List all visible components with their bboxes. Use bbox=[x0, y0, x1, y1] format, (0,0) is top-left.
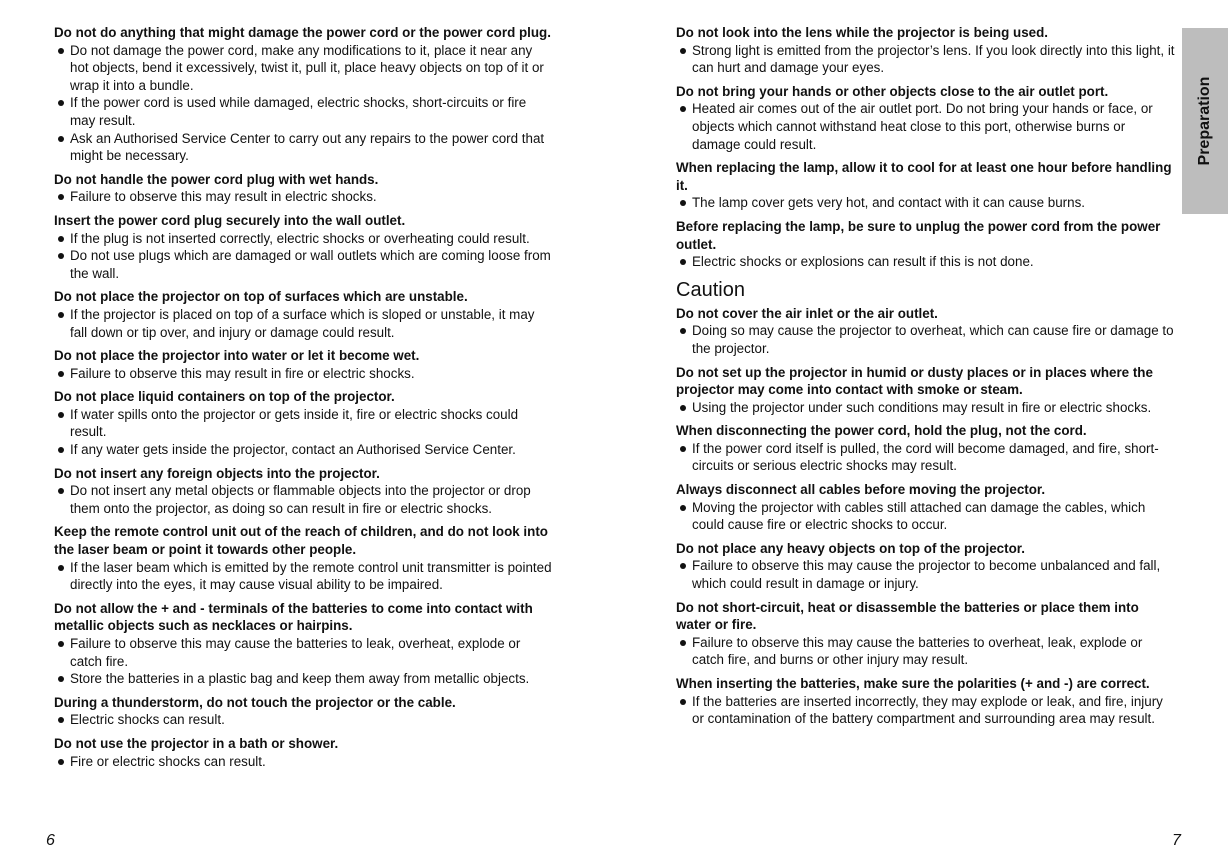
bullet-item: If the projector is placed on top of a surface which is sloped or unstable, it may fall down or tip over, and injury or damage could result. bbox=[54, 306, 554, 341]
bullet-item: Failure to observe this may cause the batteries to leak, overheat, explode or catch fire. bbox=[54, 635, 554, 670]
bullet-list bbox=[676, 499, 1176, 534]
section-heading: Do not place liquid containers on top of the projector. bbox=[54, 389, 395, 405]
safety-section bbox=[676, 675, 1176, 728]
bullet-item: If water spills onto the projector or gets inside it, fire or electric shocks could result. bbox=[54, 406, 554, 441]
left-page-column bbox=[54, 24, 554, 776]
bullet-list bbox=[676, 399, 1176, 417]
bullet-list bbox=[676, 253, 1176, 271]
bullet-list bbox=[676, 440, 1176, 475]
bullet-list bbox=[54, 306, 554, 341]
section-heading: Do not cover the air inlet or the air outlet. bbox=[676, 305, 938, 321]
section-heading: Always disconnect all cables before moving the projector. bbox=[676, 482, 1046, 498]
section-heading: Do not place the projector into water or let it become wet. bbox=[54, 348, 420, 364]
section-heading: Do not insert any foreign objects into the projector. bbox=[54, 465, 380, 481]
bullet-item: Failure to observe this may result in electric shocks. bbox=[54, 188, 554, 206]
bullet-item: If the plug is not inserted correctly, electric shocks or overheating could result. bbox=[54, 230, 554, 248]
section-heading: Do not look into the lens while the projector is being used. bbox=[676, 25, 1048, 40]
safety-section bbox=[676, 159, 1176, 212]
bullet-item: If the power cord itself is pulled, the cord will become damaged, and fire, short-circuits or serious electric shocks may result. bbox=[676, 440, 1176, 475]
section-heading: Insert the power cord plug securely into the wall outlet. bbox=[54, 212, 406, 228]
bullet-list bbox=[54, 635, 554, 688]
bullet-list bbox=[54, 230, 554, 283]
caution-list bbox=[676, 305, 1176, 728]
safety-section bbox=[54, 735, 554, 770]
safety-section bbox=[54, 347, 554, 382]
bullet-list bbox=[54, 406, 554, 459]
bullet-item: Do not damage the power cord, make any modifications to it, place it near any hot objects, bend it excessively, twist it, pull it, place heavy objects on top of it or wrap it into a bundle. bbox=[54, 42, 554, 95]
bullet-list bbox=[676, 634, 1176, 669]
bullet-list bbox=[54, 482, 554, 517]
bullet-list bbox=[54, 559, 554, 594]
caution-title: Caution bbox=[676, 278, 745, 301]
safety-section bbox=[54, 600, 554, 688]
bullet-item: Store the batteries in a plastic bag and keep them away from metallic objects. bbox=[54, 670, 554, 688]
bullet-item: If any water gets inside the projector, contact an Authorised Service Center. bbox=[54, 441, 554, 459]
section-heading: Do not place the projector on top of surfaces which are unstable. bbox=[54, 289, 468, 305]
bullet-list bbox=[54, 42, 554, 165]
safety-section bbox=[54, 694, 554, 729]
safety-section bbox=[54, 465, 554, 518]
bullet-list bbox=[676, 693, 1176, 728]
right-warning-list bbox=[676, 24, 1176, 271]
bullet-item: Heated air comes out of the air outlet port. Do not bring your hands or face, or objects which cannot withstand heat close to this port, otherwise burns or damage could result. bbox=[676, 100, 1176, 153]
bullet-item: Fire or electric shocks can result. bbox=[54, 753, 554, 771]
section-heading: During a thunderstorm, do not touch the projector or the cable. bbox=[54, 694, 456, 710]
safety-section bbox=[676, 364, 1176, 417]
bullet-item: Failure to observe this may result in fire or electric shocks. bbox=[54, 365, 554, 383]
safety-section bbox=[676, 481, 1176, 534]
safety-section bbox=[676, 422, 1176, 475]
bullet-list bbox=[54, 188, 554, 206]
section-heading: Keep the remote control unit out of the reach of children, and do not look into the laser beam or point it towards other people. bbox=[54, 524, 548, 558]
bullet-item: Do not insert any metal objects or flammable objects into the projector or drop them onto the projector, as doing so can result in fire or electric shocks. bbox=[54, 482, 554, 517]
safety-section bbox=[54, 288, 554, 341]
section-heading: When replacing the lamp, allow it to cool for at least one hour before handling it. bbox=[676, 160, 1172, 193]
bullet-list bbox=[676, 100, 1176, 153]
section-heading: Do not set up the projector in humid or dusty places or in places where the projector may come into contact with smoke or steam. bbox=[676, 364, 1153, 398]
bullet-item: Strong light is emitted from the projector’s lens. If you look directly into this light, it can hurt and damage your eyes. bbox=[676, 42, 1176, 77]
bullet-item: Using the projector under such conditions may result in fire or electric shocks. bbox=[676, 399, 1176, 417]
safety-section bbox=[54, 171, 554, 206]
section-heading: When disconnecting the power cord, hold the plug, not the cord. bbox=[676, 423, 1087, 439]
section-heading: Do not place any heavy objects on top of the projector. bbox=[676, 540, 1025, 556]
section-heading: Do not bring your hands or other objects close to the air outlet port. bbox=[676, 83, 1109, 99]
bullet-item: Ask an Authorised Service Center to carry out any repairs to the power cord that might be necessary. bbox=[54, 130, 554, 165]
page-number-left: 6 bbox=[46, 832, 55, 849]
bullet-list bbox=[54, 753, 554, 771]
bullet-item: If the power cord is used while damaged, electric shocks, short-circuits or fire may result. bbox=[54, 94, 554, 129]
bullet-list bbox=[54, 711, 554, 729]
bullet-item: Electric shocks can result. bbox=[54, 711, 554, 729]
safety-section bbox=[54, 388, 554, 458]
bullet-list bbox=[676, 194, 1176, 212]
section-heading: Do not handle the power cord plug with wet hands. bbox=[54, 171, 379, 187]
section-heading: Before replacing the lamp, be sure to unplug the power cord from the power outlet. bbox=[676, 218, 1161, 252]
section-heading: Do not use the projector in a bath or shower. bbox=[54, 735, 339, 751]
bullet-list bbox=[676, 42, 1176, 77]
bullet-item: Electric shocks or explosions can result if this is not done. bbox=[676, 253, 1176, 271]
safety-section bbox=[676, 305, 1176, 358]
bullet-item: Doing so may cause the projector to overheat, which can cause fire or damage to the projector. bbox=[676, 322, 1176, 357]
safety-section bbox=[54, 212, 554, 282]
bullet-list bbox=[676, 557, 1176, 592]
safety-section bbox=[54, 523, 554, 593]
section-heading: Do not short-circuit, heat or disassemble the batteries or place them into water or fire. bbox=[676, 599, 1139, 633]
bullet-item: If the laser beam which is emitted by the remote control unit transmitter is pointed directly into the eyes, it may cause visual ability to be impaired. bbox=[54, 559, 554, 594]
bullet-item: Do not use plugs which are damaged or wall outlets which are coming loose from the wall. bbox=[54, 247, 554, 282]
section-side-tab bbox=[1182, 28, 1228, 214]
bullet-list bbox=[54, 365, 554, 383]
side-tab-label: Preparation bbox=[1196, 76, 1213, 166]
safety-section bbox=[676, 599, 1176, 669]
safety-section bbox=[54, 24, 554, 165]
safety-section bbox=[676, 24, 1176, 77]
safety-section bbox=[676, 540, 1176, 593]
safety-section bbox=[676, 83, 1176, 153]
section-heading: When inserting the batteries, make sure the polarities (+ and -) are correct. bbox=[676, 676, 1150, 691]
bullet-item: Moving the projector with cables still attached can damage the cables, which could cause fire or electric shocks to occur. bbox=[676, 499, 1176, 534]
bullet-item: Failure to observe this may cause the projector to become unbalanced and fall, which could result in damage or injury. bbox=[676, 557, 1176, 592]
bullet-item: The lamp cover gets very hot, and contact with it can cause burns. bbox=[676, 194, 1176, 212]
right-page-column bbox=[676, 24, 1176, 734]
section-heading: Do not allow the + and - terminals of the batteries to come into contact with metallic objects such as necklaces or hairpins. bbox=[54, 600, 533, 634]
section-heading: Do not do anything that might damage the power cord or the power cord plug. bbox=[54, 25, 551, 40]
bullet-item: If the batteries are inserted incorrectly, they may explode or leak, and fire, injury or contamination of the battery compartment and surrounding area may result. bbox=[676, 693, 1176, 728]
bullet-list bbox=[676, 322, 1176, 357]
page-number-right: 7 bbox=[1172, 832, 1181, 849]
safety-section bbox=[676, 218, 1176, 271]
bullet-item: Failure to observe this may cause the batteries to overheat, leak, explode or catch fire, and burns or other injury may result. bbox=[676, 634, 1176, 669]
